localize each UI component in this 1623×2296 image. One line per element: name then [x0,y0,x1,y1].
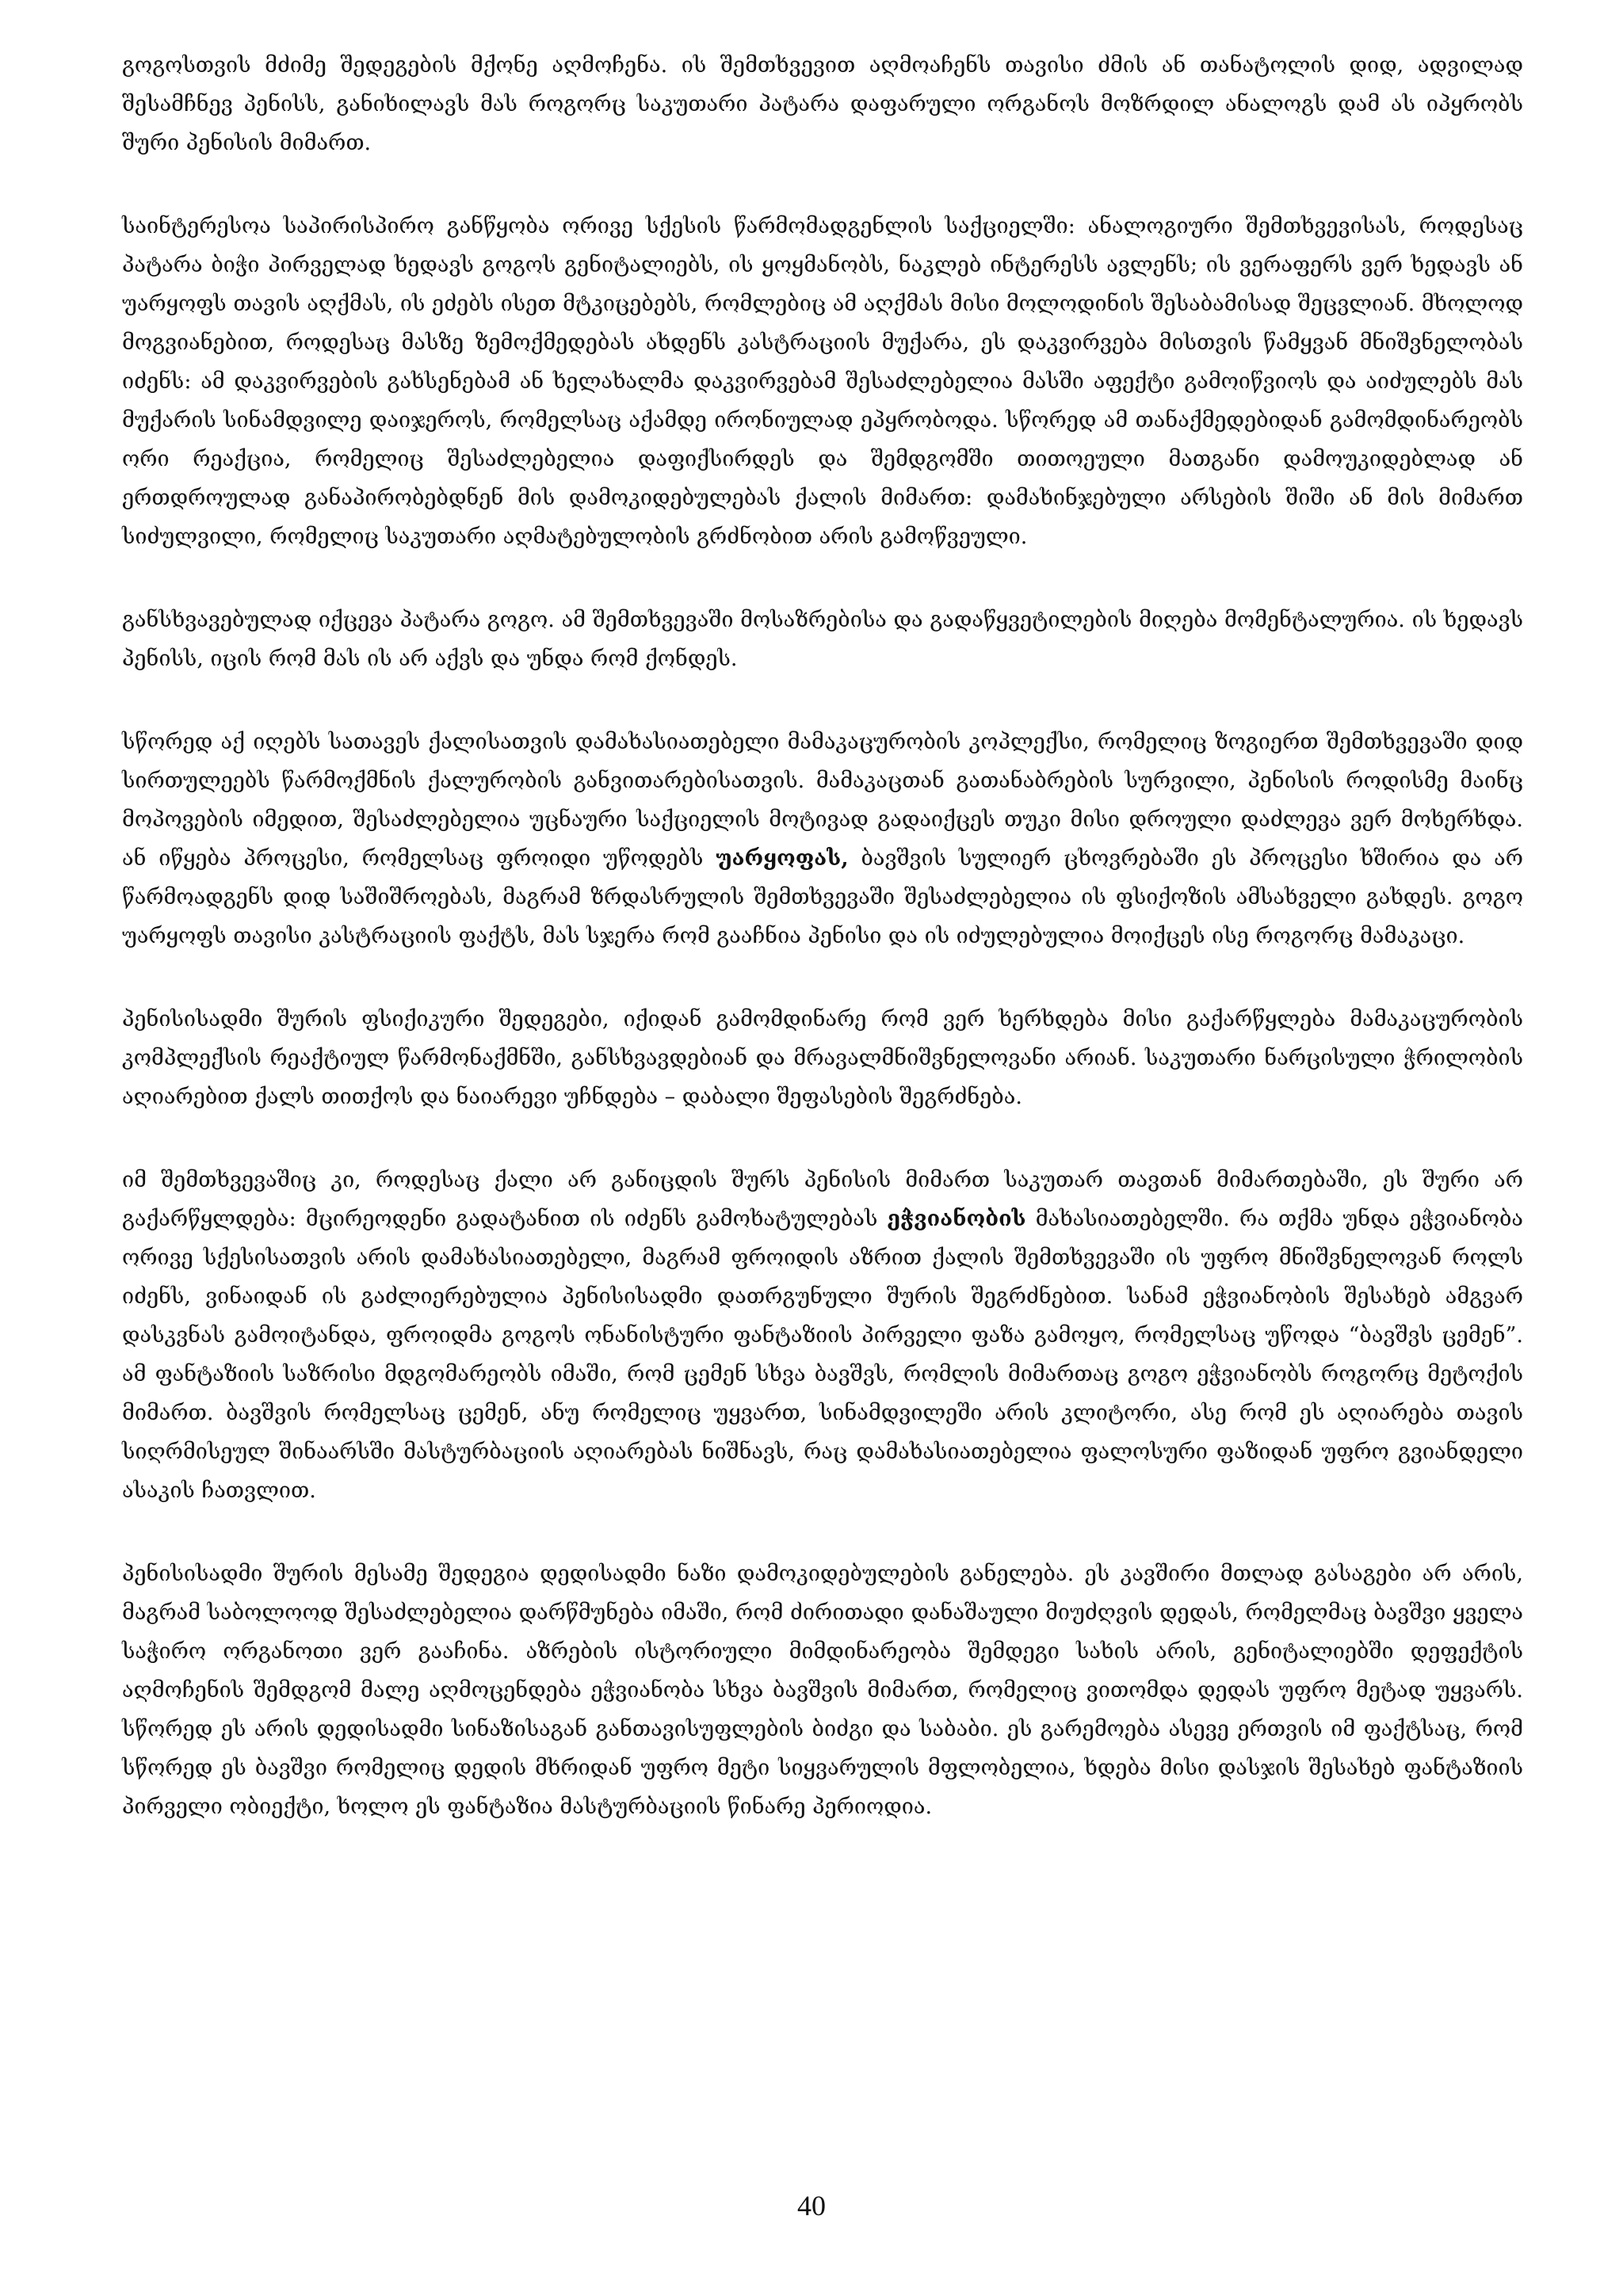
paragraph [122,1161,1523,1510]
paragraph-text: იმ შემთხვევაშიც კი, როდესაც ქალი არ განიცდის შურს პენისის მიმართ საკუთარ თავთან მიმართებაში, ეს შური არ გაქარწყლდება: მცირეოდენი გადატანით ის იძენს გამოხატულებას [122,1168,1523,1231]
paragraph-text: სწორედ აქ იღებს სათავეს ქალისათვის დამახასიათებელი მამაკაცურობის კოპლექსი, რომელიც ზოგიერთ შემთხვევაში დიდ სირთულეებს წარმოქმნის ქალურობის განვითარებისათვის. მამაკაცთან გათანაბრების სურვილი, პენისის როდისმე მაინც მოპოვების იმედით, შესაძლებელია უცნაური საქციელის მოტივად გადაიქცეს თუკი მისი დროული დაძლევა ვერ მოხერხდა. ან იწყება პროცესი, რომელსაც ფროიდი უწოდებს [122,730,1523,871]
bold-term: უარყოფას, [716,846,849,871]
paragraph-text: საინტერესოა საპირისპირო განწყობა ორივე სქესის წარმომადგენლის საქციელში: ანალოგიური შემთხვევისას, როდესაც პატარა ბიჭი პირველად ხედავს გოგოს გენიტალიებს, ის ყოყმანობს, ნაკლებ ინტერესს ავლენს; ის ვერაფერს ვერ ხედავს ან უარყოფს თავის აღქმას, ის ეძებს ისეთ მტკიცებებს, რომლებიც ამ აღქმას მისი მოლოდინის შესაბამისად შეცვლიან. მხოლოდ მოგვიანებით, როდესაც მასზე ზემოქმედებას ახდენს კასტრაციის მუქარა, ეს დაკვირვება მისთვის წამყვან მნიშვნელობას იძენს: ამ დაკვირვების გახსენებამ ან ხელახალმა დაკვირვებამ შესაძლებელია მასში აფექტი გამოიწვიოს და აიძულებს მას მუქარის სინამდვილე დაიჯეროს, რომელსაც აქამდე ირონიულად ეპყრობოდა. სწორედ ამ თანაქმედებიდან გამომდინარეობს ორი რეაქცია, რომელიც შესაძლებელია დაფიქსირდეს და შემდგომში თითოეული მათგანი დამოუკიდებლად ან ერთდროულად განაპირობებდნენ მის დამოკიდებულებას ქალის მიმართ: დამახინჯებული არსების შიში ან მის მიმართ სიძულვილი, რომელიც საკუთარი აღმატებულობის გრძნობით არის გამოწვეული. [122,214,1523,549]
paragraph [122,723,1523,955]
paragraph-text: ბავშვის სულიერ ცხოვრებაში ეს პროცესი ხშირია და არ წარმოადგენს დიდ საშიშროებას, მაგრამ ზრდასრულის შემთხვევაში შესაძლებელია ის ფსიქოზის ამსახველი გახდეს. გოგო უარყოფს თავისი კასტრაციის ფაქტს, მას სჯერა რომ გააჩნია პენისი და ის იძულებულია მოიქცეს ისე როგორც მამაკაცი. [122,846,1523,948]
paragraph-text: პენისისადმი შურის ფსიქიკური შედეგები, იქიდან გამომდინარე რომ ვერ ხერხდება მისი გაქარწყლება მამაკაცურობის კომპლექსის რეაქტიულ წარმონაქმნში, განსხვავდებიან და მრავალმნიშვნელოვანი არიან. საკუთარი ნარცისული ჭრილობის აღიარებით ქალს თითქოს და ნაიარევი უჩნდება – დაბალი შეფასების შეგრძნება. [122,1007,1523,1109]
document-body [122,46,1523,1871]
paragraph-text: გოგოსთვის მძიმე შედეგების მქონე აღმოჩენა. ის შემთხვევით აღმოაჩენს თავისი ძმის ან თანატოლის დიდ, ადვილად შესამჩნევ პენისს, განიხილავს მას როგორც საკუთარი პატარა დაფარული ორგანოს მოზრდილ ანალოგს დამ ას იპყრობს შური პენისის მიმართ. [122,53,1523,155]
bold-term: ეჭვიანობის [887,1207,1026,1231]
paragraph [122,1000,1523,1116]
paragraph [122,46,1523,162]
paragraph [122,207,1523,556]
paragraph [122,1554,1523,1826]
page-number: 40 [797,2190,826,2222]
paragraph [122,601,1523,678]
paragraph-text: პენისისადმი შურის მესამე შედეგია დედისადმი ნაზი დამოკიდებულების განელება. ეს კავშირი მთლად გასაგები არ არის, მაგრამ საბოლოოდ შესაძლებელია დარწმუნება იმაში, რომ ძირითადი დანაშაული მიუძღვის დედას, რომელმაც ბავშვი ყველა საჭირო ორგანოთი ვერ გააჩინა. აზრების ისტორიული მიმდინარეობა შემდეგი სახის არის, გენიტალიებში დეფექტის აღმოჩენის შემდგომ მალე აღმოცენდება ეჭვიანობა სხვა ბავშვის მიმართ, რომელიც ვითომდა დედას უფრო მეტად უყვარს. სწორედ ეს არის დედისადმი სინაზისაგან განთავისუფლების ბიძგი და საბაბი. ეს გარემოება ასევე ერთვის იმ ფაქტსაც, რომ სწორედ ეს ბავშვი რომელიც დედის მხრიდან უფრო მეტი სიყვარულის მფლობელია, ხდება მისი დასჯის შესახებ ფანტაზიის პირველი ობიექტი, ხოლო ეს ფანტაზია მასტურბაციის წინარე პერიოდია. [122,1562,1523,1819]
paragraph-text: განსხვავებულად იქცევა პატარა გოგო. ამ შემთხვევაში მოსაზრებისა და გადაწყვეტილების მიღება მომენტალურია. ის ხედავს პენისს, იცის რომ მას ის არ აქვს და უნდა რომ ქონდეს. [122,608,1523,671]
paragraph-text: მახასიათებელში. რა თქმა უნდა ეჭვიანობა ორივე სქესისათვის არის დამახასიათებელი, მაგრამ ფროიდის აზრით ქალის შემთხვევაში ის უფრო მნიშვნელოვან როლს იძენს, ვინაიდან ის გაძლიერებულია პენისისადმი დათრგუნული შურის შეგრძნებით. სანამ ეჭვიანობის შესახებ ამგვარ დასკვნას გამოიტანდა, ფროიდმა გოგოს ონანისტური ფანტაზიის პირველი ფაზა გამოყო, რომელსაც უწოდა “ბავშვს ცემენ”. ამ ფანტაზიის საზრისი მდგომარეობს იმაში, რომ ცემენ სხვა ბავშვს, რომლის მიმართაც გოგო ეჭვიანობს როგორც მეტოქის მიმართ. ბავშვის რომელსაც ცემენ, ანუ რომელიც უყვართ, სინამდვილეში არის კლიტორი, ასე რომ ეს აღიარება თავის სიღრმისეულ შინაარსში მასტურბაციის აღიარებას ნიშნავს, რაც დამახასიათებელია ფალოსური ფაზიდან უფრო გვიანდელი ასაკის ჩათვლით. [122,1207,1524,1503]
